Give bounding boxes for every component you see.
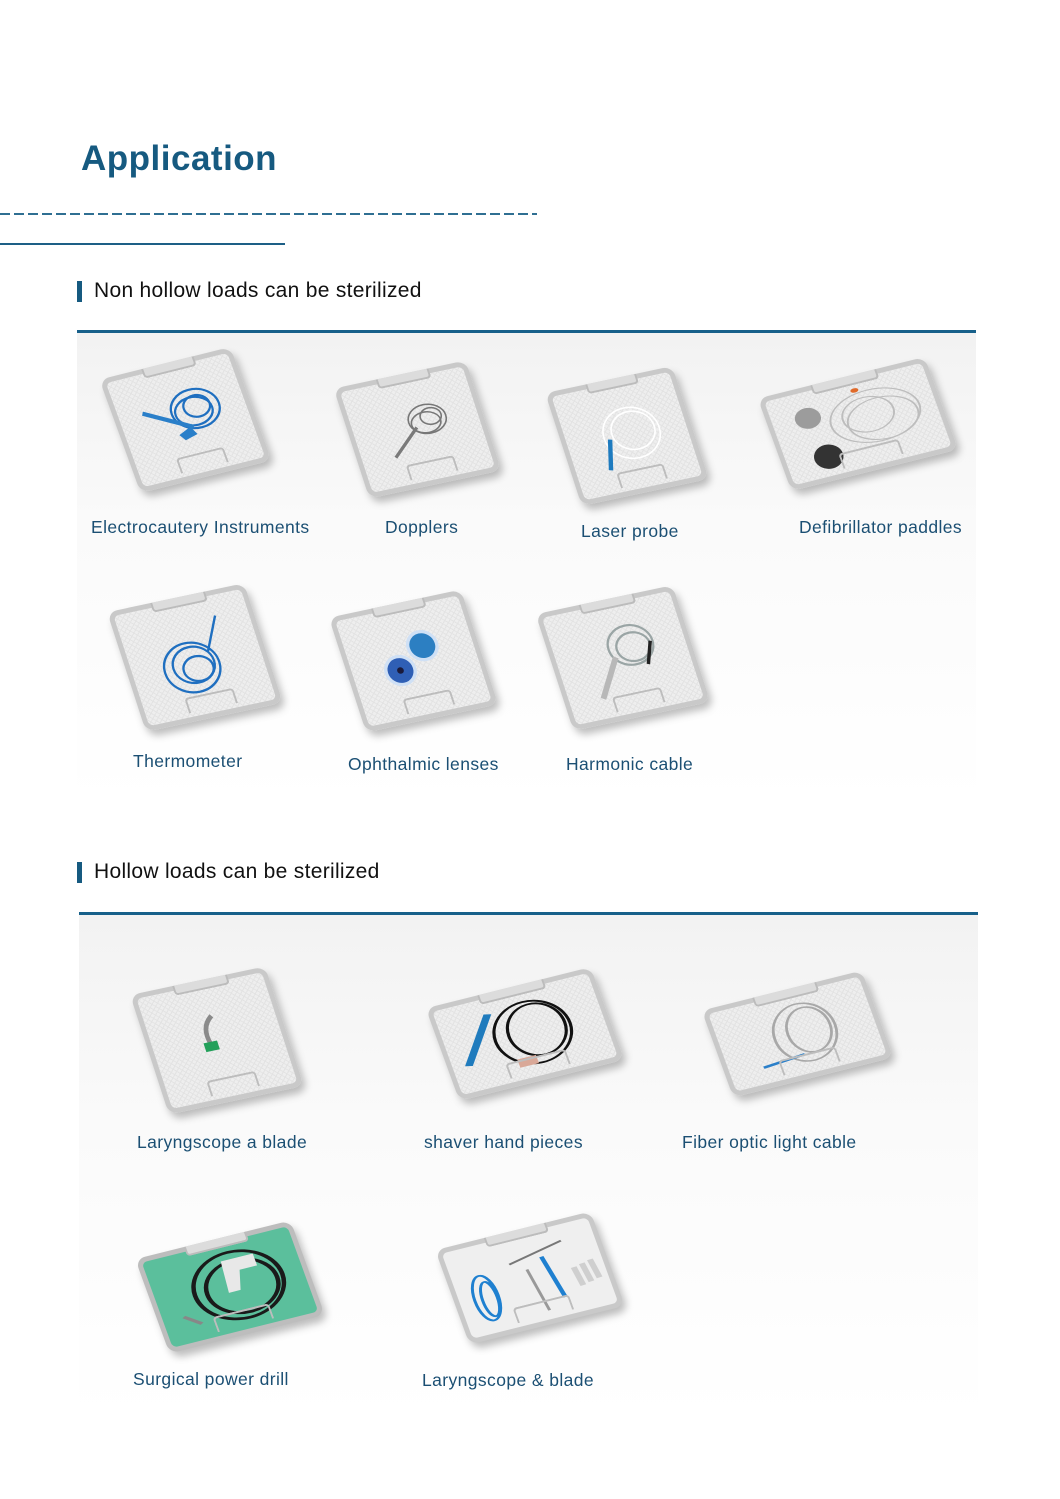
item-caption: Laryngscope a blade bbox=[137, 1132, 308, 1152]
section-heading-hollow bbox=[77, 860, 380, 884]
item-caption: Laryngscope & blade bbox=[422, 1370, 595, 1390]
item-caption: Fiber optic light cable bbox=[682, 1132, 857, 1152]
item-caption: Surgical power drill bbox=[133, 1369, 289, 1389]
heading-accent-bar bbox=[77, 281, 82, 302]
title-underline bbox=[0, 243, 285, 245]
section-title: Hollow loads can be sterilized bbox=[94, 860, 380, 883]
section-title: Non hollow loads can be sterilized bbox=[94, 279, 422, 302]
heading-accent-bar bbox=[77, 862, 82, 883]
dashed-divider bbox=[0, 213, 537, 215]
item-caption: Dopplers bbox=[385, 517, 459, 537]
item-caption: Harmonic cable bbox=[566, 754, 694, 774]
item-caption: Ophthalmic lenses bbox=[348, 754, 499, 774]
item-caption: Defibrillator paddles bbox=[799, 517, 963, 537]
page-title: Application bbox=[81, 139, 278, 178]
item-caption: Laser probe bbox=[581, 521, 679, 541]
section-heading-non-hollow bbox=[77, 279, 422, 303]
item-caption: Electrocautery Instruments bbox=[91, 517, 310, 537]
item-caption: shaver hand pieces bbox=[424, 1132, 583, 1152]
item-caption: Thermometer bbox=[133, 751, 243, 771]
